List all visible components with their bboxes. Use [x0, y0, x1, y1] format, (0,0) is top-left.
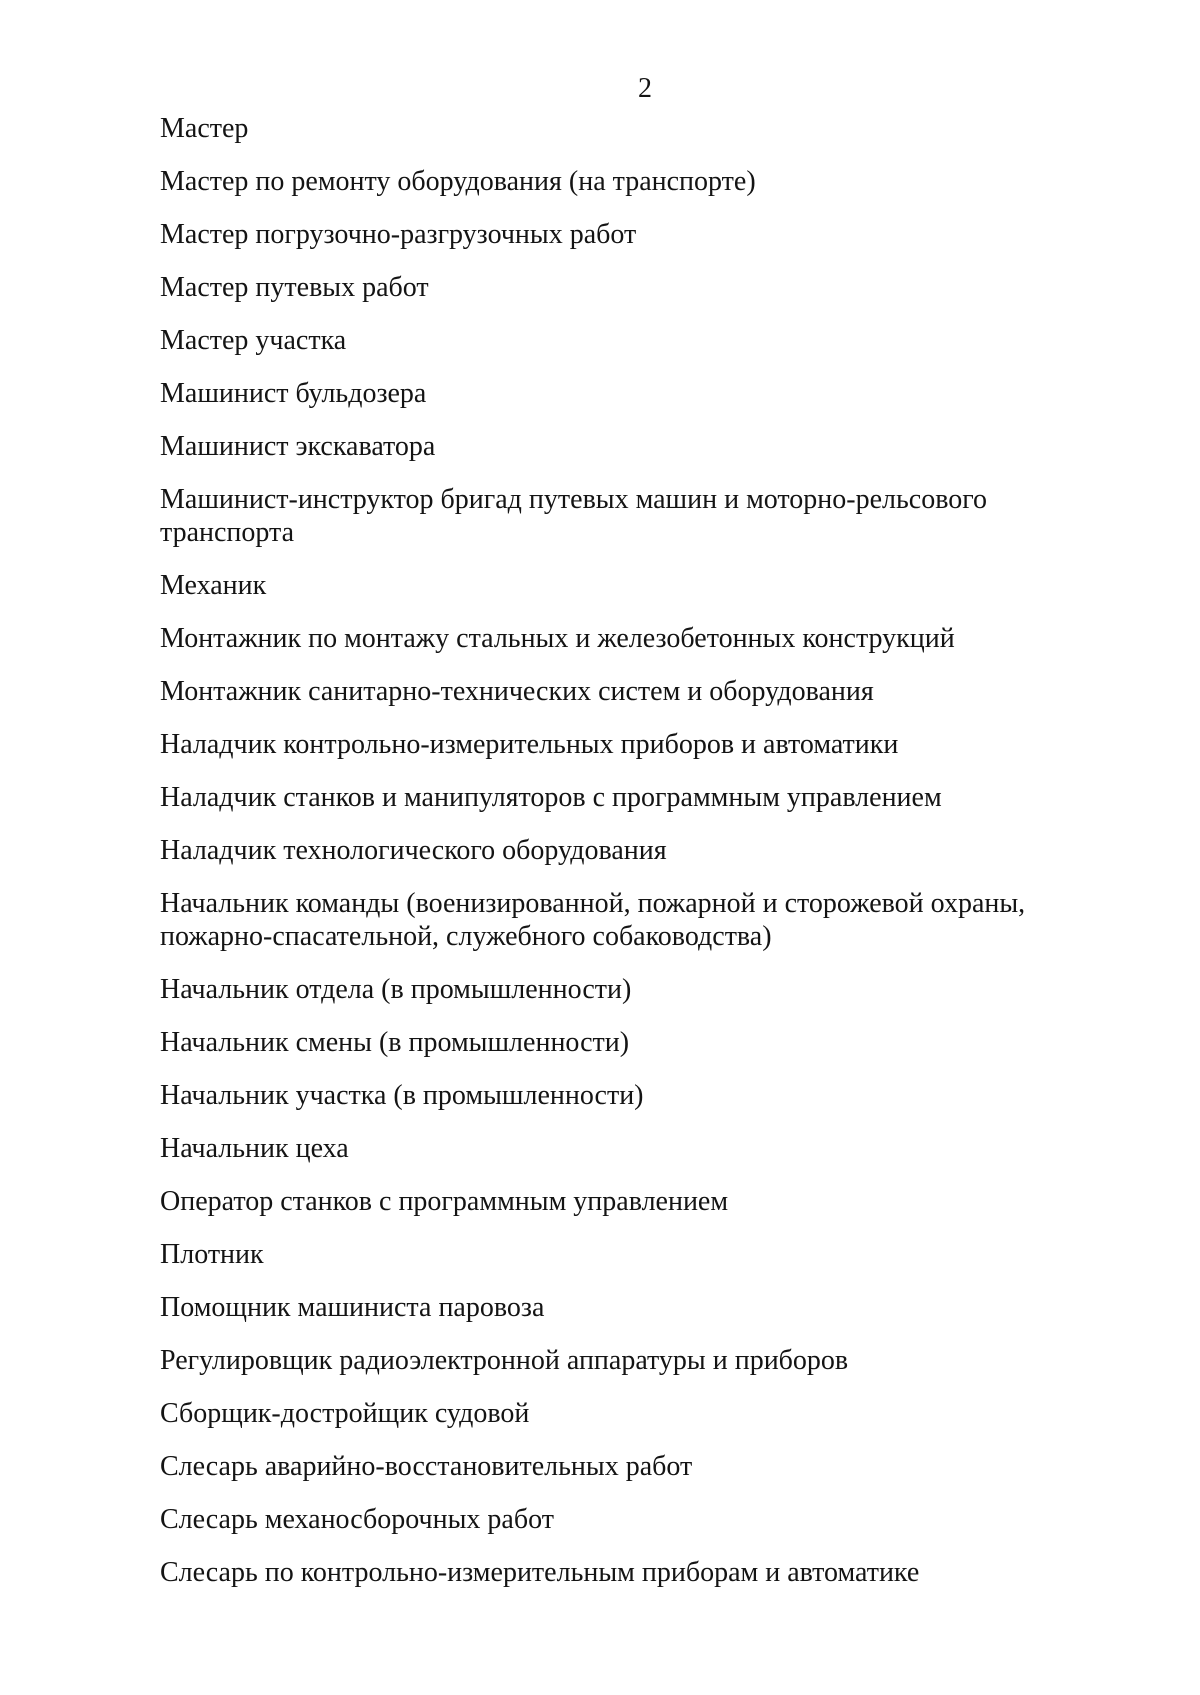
list-item: Машинист-инструктор бригад путевых машин и моторно-рельсового транспорта [160, 484, 988, 548]
list-item: Механик [160, 570, 267, 601]
list-item: Регулировщик радиоэлектронной аппаратуры и приборов [160, 1345, 849, 1376]
list-item: Начальник смены (в промышленности) [160, 1027, 630, 1058]
list-item: Мастер путевых работ [160, 272, 429, 303]
list-item: Помощник машиниста паровоза [160, 1292, 545, 1323]
list-item: Плотник [160, 1239, 264, 1270]
list-item: Мастер [160, 113, 249, 144]
list-item: Начальник команды (военизированной, пожарной и сторожевой охраны, пожарно-спасательной, служебного собаководства) [160, 888, 1026, 952]
list-item: Начальник участка (в промышленности) [160, 1080, 644, 1111]
list-item: Наладчик технологического оборудования [160, 835, 667, 866]
list-item: Начальник цеха [160, 1133, 349, 1164]
list-item: Машинист экскаватора [160, 431, 436, 462]
list-item: Слесарь аварийно-восстановительных работ [160, 1451, 693, 1482]
profession-list [160, 112, 1060, 1609]
list-item: Слесарь механосборочных работ [160, 1504, 554, 1535]
list-item: Машинист бульдозера [160, 378, 427, 409]
list-item: Слесарь по контрольно-измерительным приборам и автоматике [160, 1557, 920, 1588]
list-item: Монтажник санитарно-технических систем и оборудования [160, 676, 874, 707]
list-item: Наладчик контрольно-измерительных приборов и автоматики [160, 729, 899, 760]
list-item: Мастер по ремонту оборудования (на транспорте) [160, 166, 756, 197]
list-item: Монтажник по монтажу стальных и железобетонных конструкций [160, 623, 955, 654]
list-item: Начальник отдела (в промышленности) [160, 974, 632, 1005]
list-item: Оператор станков с программным управлением [160, 1186, 729, 1217]
list-item: Мастер погрузочно-разгрузочных работ [160, 219, 637, 250]
page-number: 2 [638, 73, 652, 104]
list-item: Мастер участка [160, 325, 347, 356]
list-item: Сборщик-достройщик судовой [160, 1398, 530, 1429]
list-item: Наладчик станков и манипуляторов с программным управлением [160, 782, 942, 813]
